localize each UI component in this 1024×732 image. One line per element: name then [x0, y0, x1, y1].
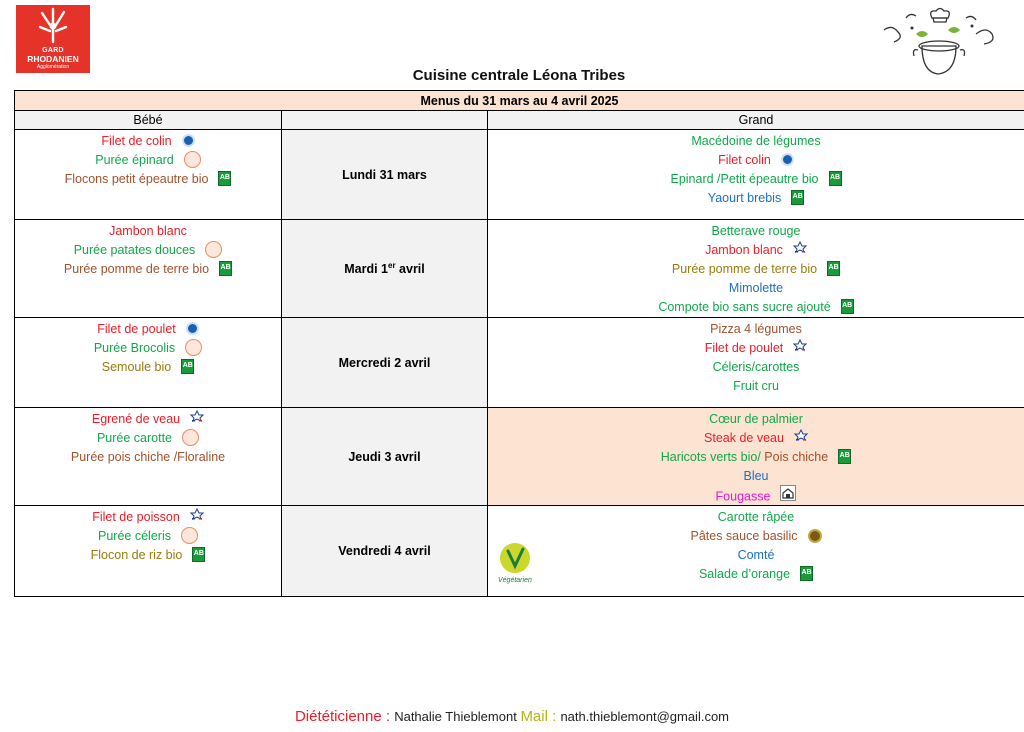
menu-item-text: Haricots verts bio/: [660, 450, 765, 464]
logo-text-rhodanien: RHODANIEN: [27, 54, 79, 64]
menu-item: [15, 222, 281, 241]
agriculture-biologique-icon: AB: [841, 299, 854, 314]
bebe-menu-list: [15, 220, 281, 279]
menu-item: [488, 508, 1024, 527]
day-cell: [282, 408, 488, 506]
menu-item: [15, 358, 281, 377]
menu-item: [488, 260, 1024, 279]
menu-item-text: Macédoine de légumes: [691, 134, 821, 148]
menu-item-text: Céleris/carottes: [712, 360, 800, 374]
menu-item-text: Flocon de riz bio: [90, 548, 183, 562]
menu-item: [15, 429, 281, 448]
agriculture-biologique-icon: AB: [192, 547, 205, 562]
period-row: [15, 91, 1024, 111]
menu-item: [488, 358, 1024, 377]
day-row: [15, 506, 1024, 597]
menu-item-text: Filet de colin: [101, 134, 172, 148]
bebe-menu-list: [15, 506, 281, 565]
column-header-bebe: Bébé: [15, 111, 282, 130]
menu-item: [15, 320, 281, 339]
day-label-month: avril: [395, 262, 425, 277]
menu-item: [15, 241, 281, 260]
menu-item-text: Cœur de palmier: [709, 412, 803, 426]
vegetarian-label: Végétarien: [498, 577, 532, 584]
day-cell: [282, 506, 488, 597]
viande-francaise-icon: [793, 240, 807, 259]
agriculture-biologique-icon: AB: [827, 261, 840, 276]
viande-francaise-icon: [794, 428, 808, 447]
column-header-row: [15, 111, 1024, 130]
bebe-menu-list: [15, 408, 281, 467]
bebe-menu-list: [15, 130, 281, 189]
menu-item-text: Jambon blanc: [109, 224, 187, 238]
menu-item: [488, 170, 1024, 189]
day-row: [15, 318, 1024, 408]
column-header-day: [282, 111, 488, 130]
grand-menu-list: [488, 220, 1024, 317]
menu-item-text: Purée pois chiche /Floraline: [70, 450, 226, 464]
grand-menu-list: [488, 408, 1024, 505]
menu-period: Menus du 31 mars au 4 avril 2025: [15, 91, 1024, 111]
agriculture-biologique-icon: AB: [838, 449, 851, 464]
menu-item-text: Salade d’orange: [698, 567, 791, 581]
menu-item-text: Flocons petit épeautre bio: [64, 172, 209, 186]
menu-item: [488, 410, 1024, 429]
day-row: [15, 130, 1024, 220]
menu-item: [488, 429, 1024, 448]
menu-item: [15, 410, 281, 429]
mail-label: Mail :: [520, 708, 561, 725]
logo-text-gard: GARD: [42, 47, 64, 54]
day-label: Lundi 31 mars: [342, 167, 427, 182]
menu-item-text: Epinard /Petit épeautre bio: [670, 172, 819, 186]
menu-item-text: Filet de poulet: [704, 341, 784, 355]
viande-francaise-icon: [793, 338, 807, 357]
menu-item: [15, 339, 281, 358]
grand-menu-list: [488, 506, 1024, 584]
menu-item-text: Jambon blanc: [705, 243, 783, 257]
menu-item: [15, 260, 281, 279]
menu-item-text: Pizza 4 légumes: [710, 322, 802, 336]
menu-item: [15, 151, 281, 170]
bebe-menu-list: [15, 318, 281, 377]
viande-francaise-icon: [190, 409, 204, 428]
menu-item: [488, 486, 1024, 505]
menu-item: [488, 320, 1024, 339]
menu-item: [488, 151, 1024, 170]
day-label-superscript: er: [388, 260, 396, 270]
grand-cell: [488, 220, 1024, 318]
menu-item-text: Fruit cru: [733, 379, 779, 393]
menu-item-text: Purée patates douces: [73, 243, 196, 257]
agriculture-biologique-icon: AB: [800, 566, 813, 581]
msc-label-icon: [182, 134, 195, 147]
bebe-cell: [15, 408, 282, 506]
bebe-cell: [15, 130, 282, 220]
day-cell: [282, 130, 488, 220]
menu-item: [488, 467, 1024, 486]
menu-item-text: Filet de poulet: [97, 322, 176, 336]
dietitian-name: Nathalie Thieblemont: [394, 709, 521, 724]
menu-item-text: Compote bio sans sucre ajouté: [658, 300, 831, 314]
msc-label-icon: [186, 322, 199, 335]
logo-fork-icon: [16, 5, 90, 47]
menu-item: [15, 448, 281, 467]
menu-item: [488, 448, 1024, 467]
bebe-cell: [15, 318, 282, 408]
day-label: Vendredi 4 avril: [338, 544, 431, 558]
gard-rhodanien-logo: [16, 5, 90, 73]
grand-menu-list: [488, 130, 1024, 208]
menu-item-text: Purée pomme de terre bio: [63, 262, 210, 276]
menu-item: [488, 241, 1024, 260]
footer-contact: [0, 708, 1024, 725]
menu-item-text: Fougasse: [715, 489, 771, 504]
menu-item: [488, 565, 1024, 584]
aop-label-icon: [808, 529, 822, 543]
menu-item: [15, 508, 281, 527]
day-cell: [282, 220, 488, 318]
bebe-cell: [15, 506, 282, 597]
msc-label-icon: [781, 153, 794, 166]
menu-item: [15, 527, 281, 546]
vegetarian-leaf-icon: [498, 542, 538, 576]
menu-item-text: Purée carotte: [96, 431, 173, 445]
bebe-cell: [15, 220, 282, 318]
column-header-grand: Grand: [488, 111, 1024, 130]
page-title: Cuisine centrale Léona Tribes: [412, 67, 626, 84]
menu-table: [14, 90, 1024, 597]
agriculture-biologique-icon: AB: [218, 171, 231, 186]
day-row: [15, 220, 1024, 318]
menu-item-text-secondary: Pois chiche: [764, 450, 829, 464]
menu-item: [488, 377, 1024, 396]
vegetarian-logo: [498, 542, 538, 588]
viande-francaise-icon: [190, 507, 204, 526]
day-label: Mardi 1: [344, 262, 388, 277]
menu-item-text: Bleu: [743, 469, 769, 483]
bleu-blanc-coeur-icon: [205, 241, 222, 258]
menu-item: [488, 298, 1024, 317]
menu-item-text: Yaourt brebis: [707, 191, 782, 205]
menu-item-text: Filet de poisson: [92, 510, 180, 524]
bleu-blanc-coeur-icon: [184, 151, 201, 168]
menu-item: [488, 339, 1024, 358]
agriculture-biologique-icon: AB: [829, 171, 842, 186]
menu-item-text: Carotte râpée: [717, 510, 795, 524]
menu-item-text: Pâtes sauce basilic: [690, 529, 798, 543]
menu-item: [488, 222, 1024, 241]
menu-item: [488, 279, 1024, 298]
dietitian-label: Diététicienne :: [294, 708, 395, 725]
bleu-blanc-coeur-icon: [182, 429, 199, 446]
agriculture-biologique-icon: AB: [219, 261, 232, 276]
agriculture-biologique-icon: AB: [791, 190, 804, 205]
day-label: Mercredi 2 avril: [338, 355, 431, 370]
menu-item-text: Filet colin: [718, 153, 771, 167]
day-label: Jeudi 3 avril: [348, 449, 421, 464]
menu-item: [488, 132, 1024, 151]
day-row: [15, 408, 1024, 506]
grand-cell: [488, 506, 1024, 597]
menu-item: [488, 546, 1024, 565]
grand-menu-list: [488, 318, 1024, 396]
menu-item-text: Mimolette: [728, 281, 784, 295]
menu-item: [15, 132, 281, 151]
bleu-blanc-coeur-icon: [185, 339, 202, 356]
menu-item-text: Purée céleris: [98, 529, 171, 543]
menu-item-text: Purée Brocolis: [93, 341, 176, 355]
menu-item-text: Semoule bio: [101, 360, 172, 374]
menu-item: [488, 527, 1024, 546]
mail-value[interactable]: nath.thieblemont@gmail.com: [560, 709, 730, 724]
menu-item-text: Purée pomme de terre bio: [671, 262, 818, 276]
menu-item: [15, 546, 281, 565]
bleu-blanc-coeur-icon: [181, 527, 198, 544]
menu-item-text: Egrené de veau: [91, 412, 181, 426]
menu-item: [15, 170, 281, 189]
menu-item: [488, 189, 1024, 208]
agriculture-biologique-icon: AB: [181, 359, 194, 374]
menu-item-text: Betterave rouge: [711, 224, 801, 238]
logo-text-agglomeration: Agglomération: [36, 64, 70, 70]
menu-item-text: Purée épinard: [95, 153, 174, 167]
menu-item-text: Steak de veau: [704, 431, 784, 445]
fait-maison-icon: [780, 485, 796, 507]
grand-cell: [488, 130, 1024, 220]
day-cell: [282, 318, 488, 408]
grand-cell: [488, 408, 1024, 506]
grand-cell: [488, 318, 1024, 408]
menu-item-text: Comté: [737, 548, 775, 562]
